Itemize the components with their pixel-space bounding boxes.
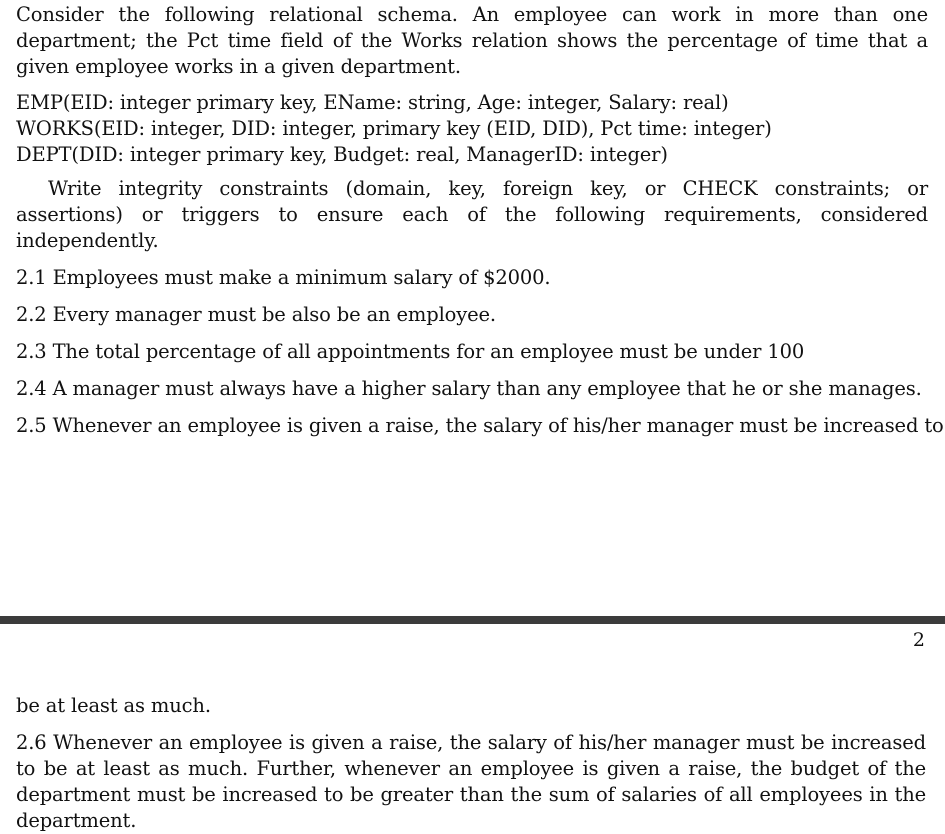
requirement-2-5: [16, 413, 944, 439]
requirement-2-6: [16, 730, 926, 834]
schema-dept: DEPT(DID: integer primary key, Budget: real, ManagerID: integer): [16, 143, 668, 166]
requirement-text: The total percentage of all appointments for an employee must be under 100: [52, 340, 805, 363]
requirement-number: 2.4: [16, 377, 47, 400]
continuation-text: be at least as much.: [16, 694, 211, 717]
requirement-number: 2.1: [16, 266, 47, 289]
page-number: 2: [912, 629, 925, 651]
requirement-2-2: [16, 302, 928, 328]
requirement-text: Whenever an employee is given a raise, the salary of his/her manager must be increased to: [52, 414, 944, 437]
schema-block: [16, 90, 928, 168]
requirement-text: Every manager must be also be an employee.: [52, 303, 496, 326]
requirement-text: A manager must always have a higher salary than any employee that he or she manages.: [52, 377, 922, 400]
requirement-2-4: [16, 376, 928, 402]
page-break-divider: [0, 616, 945, 624]
schema-emp: EMP(EID: integer primary key, EName: string, Age: integer, Salary: real): [16, 91, 729, 114]
page-bottom-content: [16, 693, 926, 834]
schema-works: WORKS(EID: integer, DID: integer, primary key (EID, DID), Pct time: integer): [16, 117, 772, 140]
requirement-number: 2.3: [16, 340, 47, 363]
page-top-content: [16, 2, 944, 450]
intro-paragraph: Consider the following relational schema. An employee can work in more than one department; the Pct time field of the Works relation shows the percentage of time that a given employee works in a given department.: [16, 3, 928, 78]
requirement-2-1: [16, 265, 928, 291]
requirement-2-3: [16, 339, 928, 365]
requirement-text: Whenever an employee is given a raise, the salary of his/her manager must be increased to be at least as much. Further, whenever an employee is given a raise, the budget of the department must be increased to be greater than the sum of salaries of all employees in the department.: [16, 731, 926, 832]
instruction-paragraph: Write integrity constraints (domain, key, foreign key, or CHECK constraints; or assertions) or triggers to ensure each of the following requirements, considered independently.: [16, 177, 928, 252]
requirement-number: 2.2: [16, 303, 47, 326]
requirement-number: 2.6: [16, 731, 47, 754]
requirement-text: Employees must make a minimum salary of $2000.: [52, 266, 551, 289]
requirement-number: 2.5: [16, 414, 47, 437]
